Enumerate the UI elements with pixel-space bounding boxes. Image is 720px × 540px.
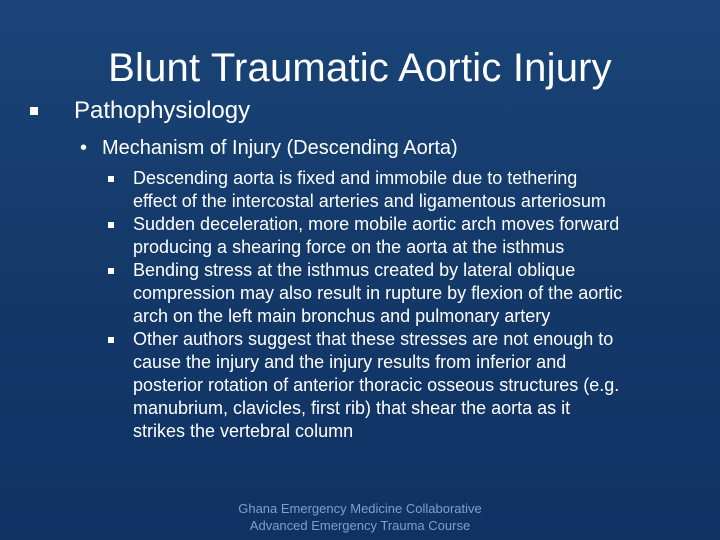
square-bullet-icon (108, 176, 114, 182)
level1-bullet-item (30, 96, 250, 126)
square-bullet-icon (108, 337, 114, 343)
text-line: cause the injury and the injury results from inferior and (133, 352, 567, 372)
level3-bullet-item (108, 213, 698, 259)
footer-line: Advanced Emergency Trauma Course (249, 518, 471, 533)
level3-text (133, 213, 619, 259)
level1-text: Pathophysiology (74, 97, 251, 124)
level3-bullet-item (108, 259, 698, 328)
level2-text: Mechanism of Injury (Descending Aorta) (102, 137, 458, 159)
text-line: Bending stress at the isthmus created by lateral oblique (133, 260, 576, 280)
round-bullet-icon: • (80, 137, 88, 159)
square-bullet-icon (30, 107, 38, 115)
slide-footer (0, 500, 720, 534)
level3-text (133, 259, 622, 328)
square-bullet-icon (108, 268, 114, 274)
footer-line: Ghana Emergency Medicine Collaborative (238, 501, 482, 516)
text-line: posterior rotation of anterior thoracic osseous structures (e.g. (133, 375, 620, 395)
square-bullet-icon (108, 222, 114, 228)
level3-text (133, 167, 606, 213)
level3-text (133, 328, 619, 443)
text-line: producing a shearing force on the aorta at the isthmus (133, 237, 565, 257)
slide-title: Blunt Traumatic Aortic Injury (108, 46, 612, 90)
text-line: Sudden deceleration, more mobile aortic arch moves forward (133, 214, 620, 234)
text-line: strikes the vertebral column (133, 421, 354, 441)
level3-bullet-item (108, 167, 698, 213)
text-line: manubrium, clavicles, first rib) that shear the aorta as it (133, 398, 571, 418)
text-line: arch on the left main bronchus and pulmonary artery (133, 306, 551, 326)
level3-bullet-list (108, 167, 698, 443)
text-line: compression may also result in rupture by flexion of the aortic (133, 283, 623, 303)
text-line: effect of the intercostal arteries and ligamentous arteriosum (133, 191, 606, 211)
level3-bullet-item (108, 328, 698, 443)
text-line: Other authors suggest that these stresses are not enough to (133, 329, 614, 349)
text-line: Descending aorta is fixed and immobile due to tethering (133, 168, 578, 188)
level2-bullet-item (80, 134, 458, 162)
